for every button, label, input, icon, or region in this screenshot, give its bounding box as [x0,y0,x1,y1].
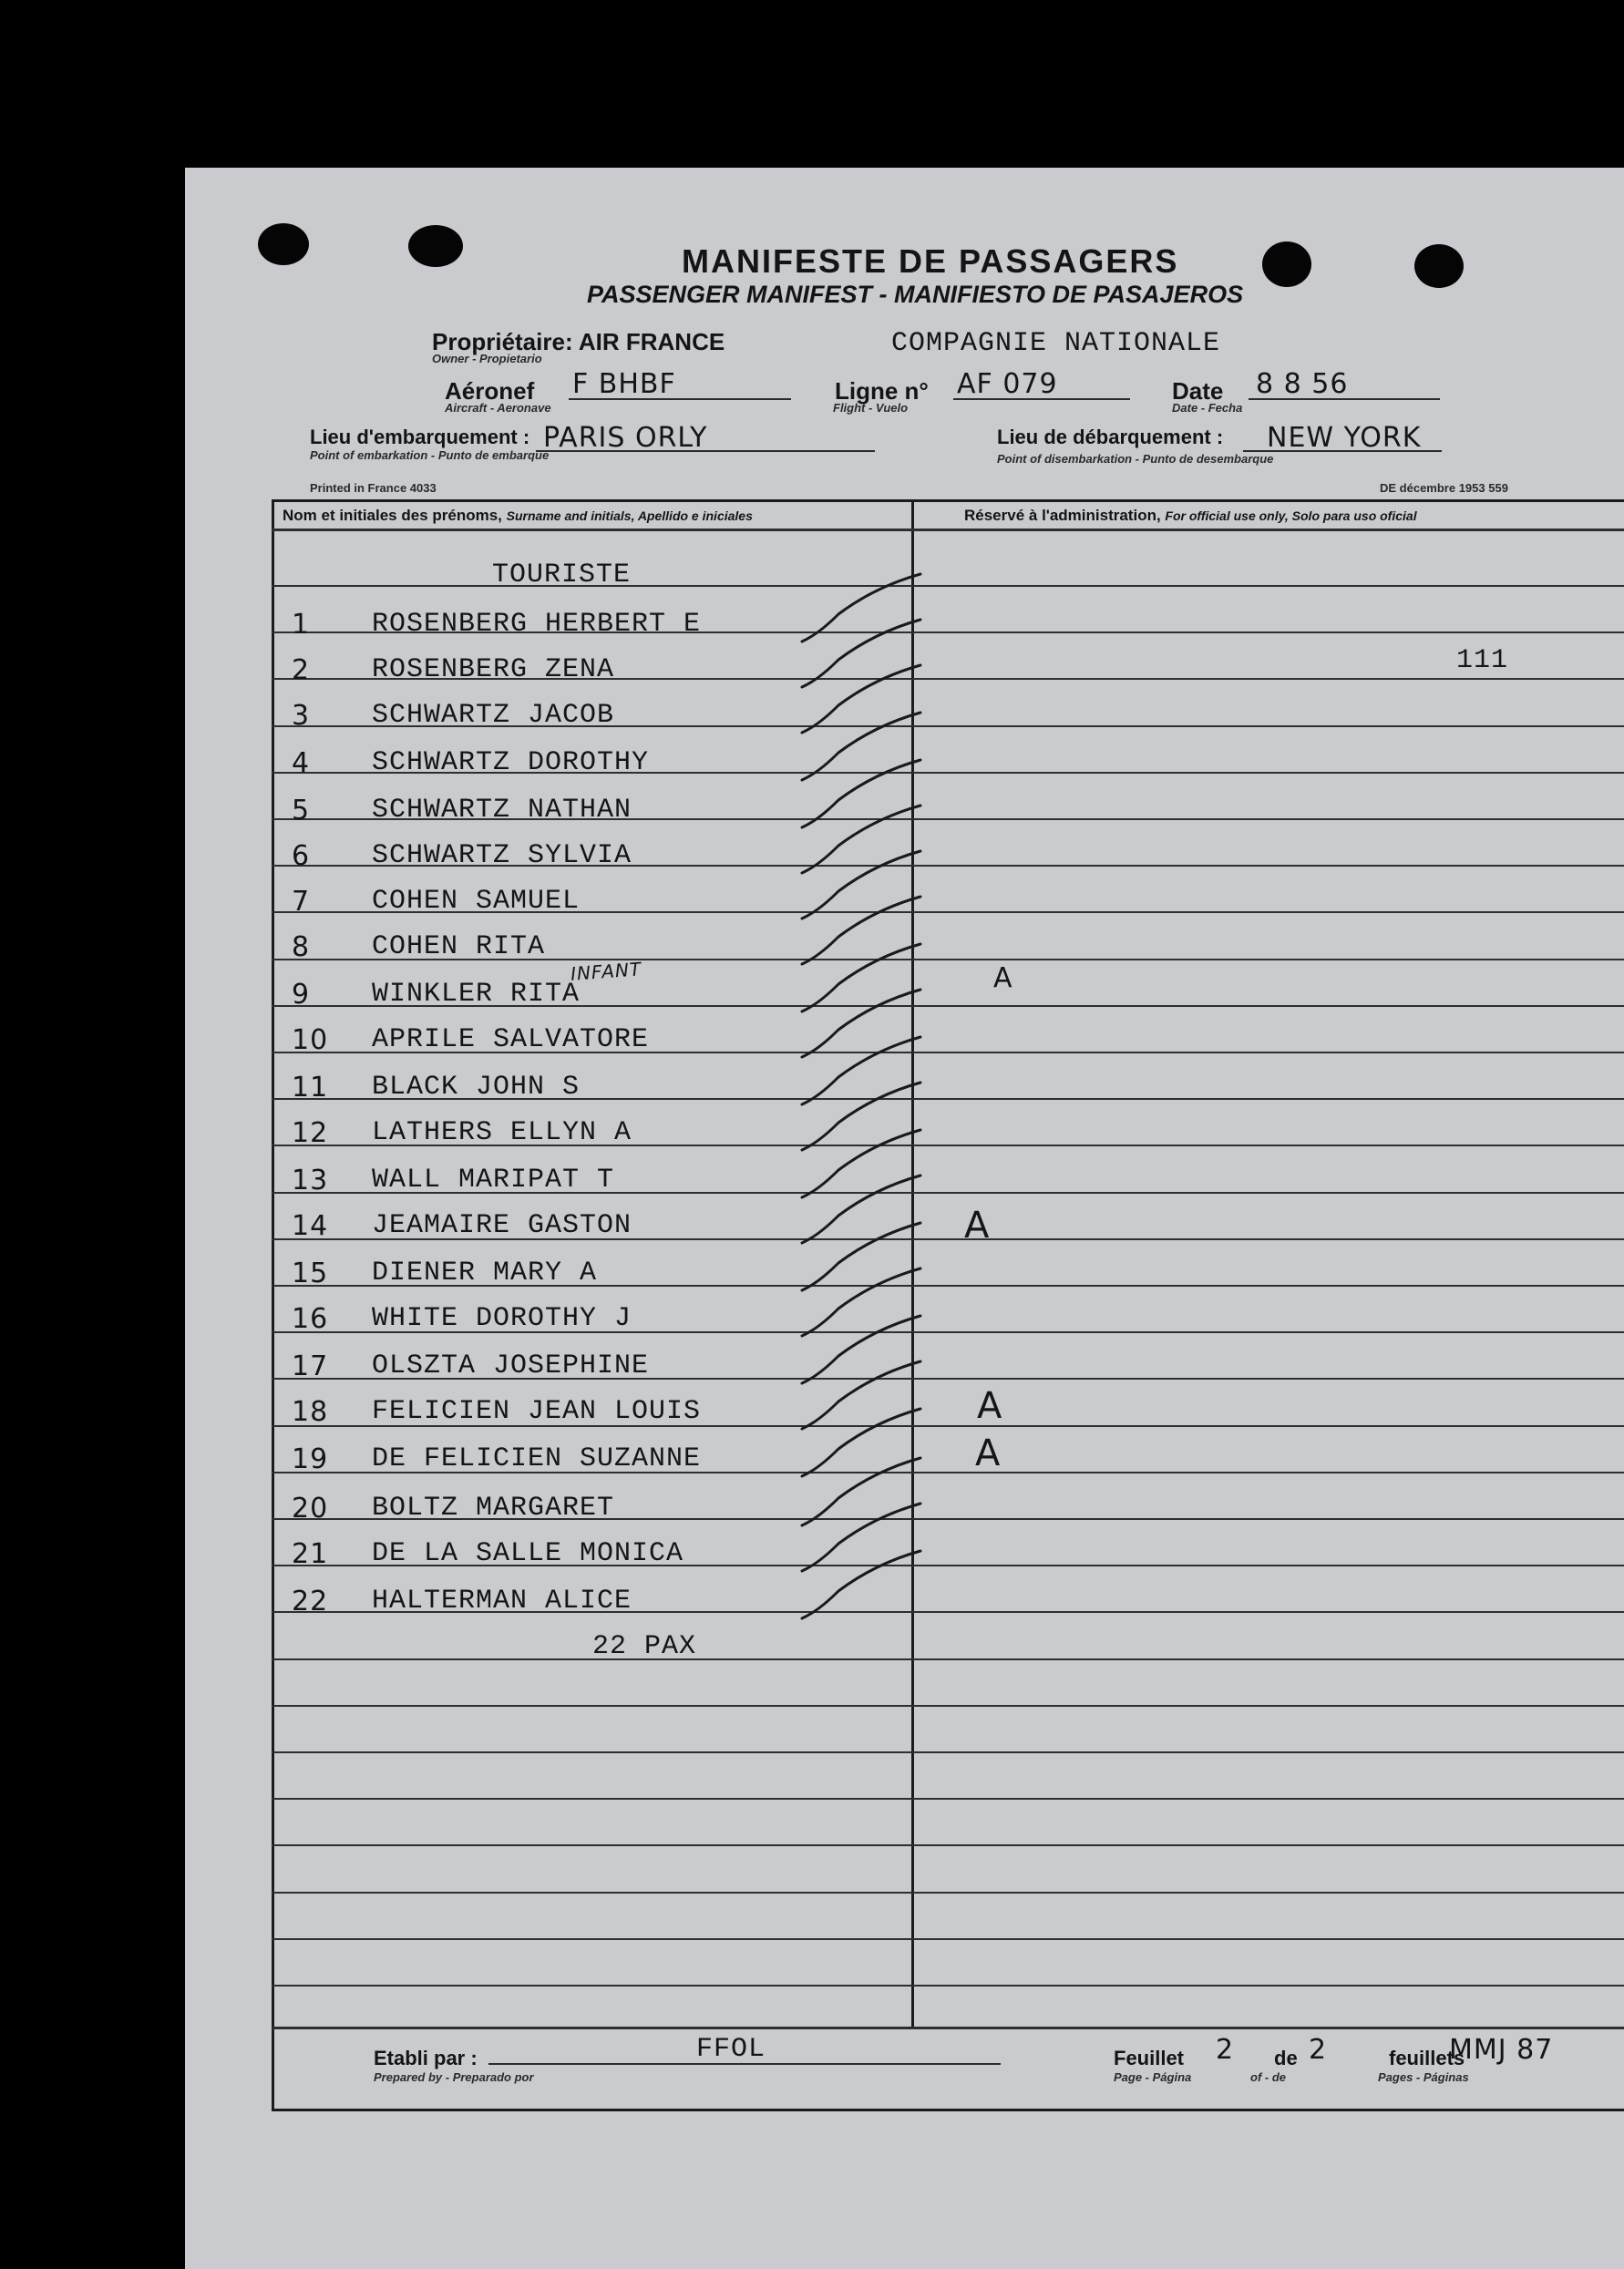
passenger-name: DIENER MARY A [372,1258,598,1289]
ruled-line [272,1844,1624,1846]
passenger-name: WINKLER RITA [372,979,581,1010]
passenger-number: 15 [292,1258,329,1289]
passenger-name: BLACK JOHN S [372,1072,581,1103]
date-sublabel: Date - Fecha [1172,401,1243,415]
passenger-name: SCHWARTZ SYLVIA [372,840,632,871]
passenger-number: 2 [292,654,311,686]
prepared-by-label: Etabli par : [374,2047,478,2069]
passenger-number: 18 [292,1396,329,1428]
passenger-number: 17 [292,1350,329,1382]
disembarkation-sublabel: Point of disembarkation - Punto de desembarque [997,452,1274,466]
admin-mark-row2: 111 [1456,645,1509,676]
pages-label: feuillets [1389,2047,1465,2069]
aircraft-label: Aéronef [445,377,535,405]
prepared-by-value: FFOL [696,2034,766,2065]
passenger-name: JEAMAIRE GASTON [372,1210,632,1241]
ruled-line [272,1985,1624,1987]
passenger-number: 22 [292,1586,329,1617]
aircraft-sublabel: Aircraft - Aeronave [445,401,551,415]
ruled-line [272,1938,1624,1940]
footer-reference: MMJ 87 [1449,2034,1554,2066]
punch-hole-right-2 [1414,244,1464,288]
passenger-name: ROSENBERG ZENA [372,654,615,685]
passenger-number: 5 [292,795,311,826]
passenger-name: OLSZTA JOSEPHINE [372,1350,650,1381]
passenger-name: SCHWARTZ DOROTHY [372,747,650,778]
embarkation-value: PARIS ORLY [543,422,708,454]
form-reference: DE décembre 1953 559 [1380,481,1508,495]
admin-column-header: Réservé à l'administration, For official use only, Solo para uso oficial [964,507,1417,524]
punch-hole-left [258,223,309,265]
passenger-name: APRILE SALVATORE [372,1024,650,1055]
passenger-number: 8 [292,931,311,963]
date-value: 8 8 56 [1256,368,1349,400]
passenger-number: 13 [292,1165,329,1196]
embarkation-label: Lieu d'embarquement : [310,426,530,448]
passenger-number: 3 [292,700,311,732]
passenger-number: 10 [292,1024,329,1056]
passenger-number: 19 [292,1443,329,1475]
owner-label: Propriétaire: AIR FRANCE [432,328,725,355]
admin-mark-row18: A [977,1385,1003,1427]
admin-mark-row19: A [975,1432,1002,1474]
passenger-name: LATHERS ELLYN A [372,1117,632,1148]
ruled-line [272,1705,1624,1707]
passenger-name: SCHWARTZ NATHAN [372,795,632,826]
passenger-name: FELICIEN JEAN LOUIS [372,1396,702,1427]
manifest-title: MANIFESTE DE PASSAGERS [682,242,1179,280]
page-value: 2 [1216,2034,1235,2066]
embarkation-sublabel: Point of embarkation - Punto de embarque [310,448,550,462]
names-column-header: Nom et initiales des prénoms, Surname and initials, Apellido e iniciales [283,507,753,524]
of-sublabel: of - de [1250,2070,1286,2084]
passenger-number: 9 [292,979,311,1011]
ruled-line [272,1892,1624,1894]
passenger-name: SCHWARTZ JACOB [372,700,615,731]
of-label: de [1274,2047,1298,2069]
passenger-name: ROSENBERG HERBERT E [372,609,702,640]
passenger-name: BOLTZ MARGARET [372,1493,615,1524]
printed-note: Printed in France 4033 [310,481,437,495]
passenger-number: 6 [292,840,311,872]
date-label: Date [1172,377,1224,405]
prepared-by-sublabel: Prepared by - Preparado por [374,2070,534,2084]
flight-value: AF 079 [957,368,1058,400]
row9-infant-note: INFANT [570,958,642,985]
ruled-line [272,1658,1624,1660]
aircraft-value: F BHBF [572,368,676,400]
page-label: Feuillet [1114,2047,1185,2069]
passenger-name: HALTERMAN ALICE [372,1586,632,1617]
passenger-number: 1 [292,609,311,641]
ruled-line [272,585,1624,587]
punch-hole-right [1262,241,1311,287]
disembarkation-label: Lieu de débarquement : [997,426,1224,448]
of-value: 2 [1309,2034,1328,2066]
passenger-number: 14 [292,1210,329,1242]
owner-sublabel: Owner - Propietario [432,352,542,365]
manifest-subtitle: PASSENGER MANIFEST - MANIFIESTO DE PASAJEROS [587,281,1244,308]
ruled-line [272,1798,1624,1800]
flight-label: Ligne n° [835,377,929,405]
passenger-total: 22 PAX [592,1631,697,1662]
passenger-name: COHEN RITA [372,931,546,962]
class-heading: TOURISTE [492,560,632,590]
passenger-number: 11 [292,1072,329,1104]
passenger-number: 20 [292,1493,329,1525]
passenger-number: 7 [292,886,311,918]
page-sublabel: Page - Página [1114,2070,1192,2084]
passenger-number: 16 [292,1303,329,1335]
passenger-name: WALL MARIPAT T [372,1165,615,1196]
disembarkation-value: NEW YORK [1267,422,1422,454]
admin-mark-row9: A [993,962,1013,994]
passenger-name: DE LA SALLE MONICA [372,1538,684,1569]
flight-sublabel: Flight - Vuelo [833,401,909,415]
passenger-number: 12 [292,1117,329,1149]
passenger-number: 21 [292,1538,329,1570]
passenger-name: WHITE DOROTHY J [372,1303,632,1334]
owner-value: COMPAGNIE NATIONALE [891,328,1221,359]
ruled-line [272,1751,1624,1753]
passenger-number: 4 [292,747,311,779]
passenger-name: COHEN SAMUEL [372,886,581,917]
pages-sublabel: Pages - Páginas [1378,2070,1469,2084]
passenger-name: DE FELICIEN SUZANNE [372,1443,702,1474]
punch-hole-left-2 [408,225,463,267]
admin-mark-row14: A [964,1205,991,1247]
